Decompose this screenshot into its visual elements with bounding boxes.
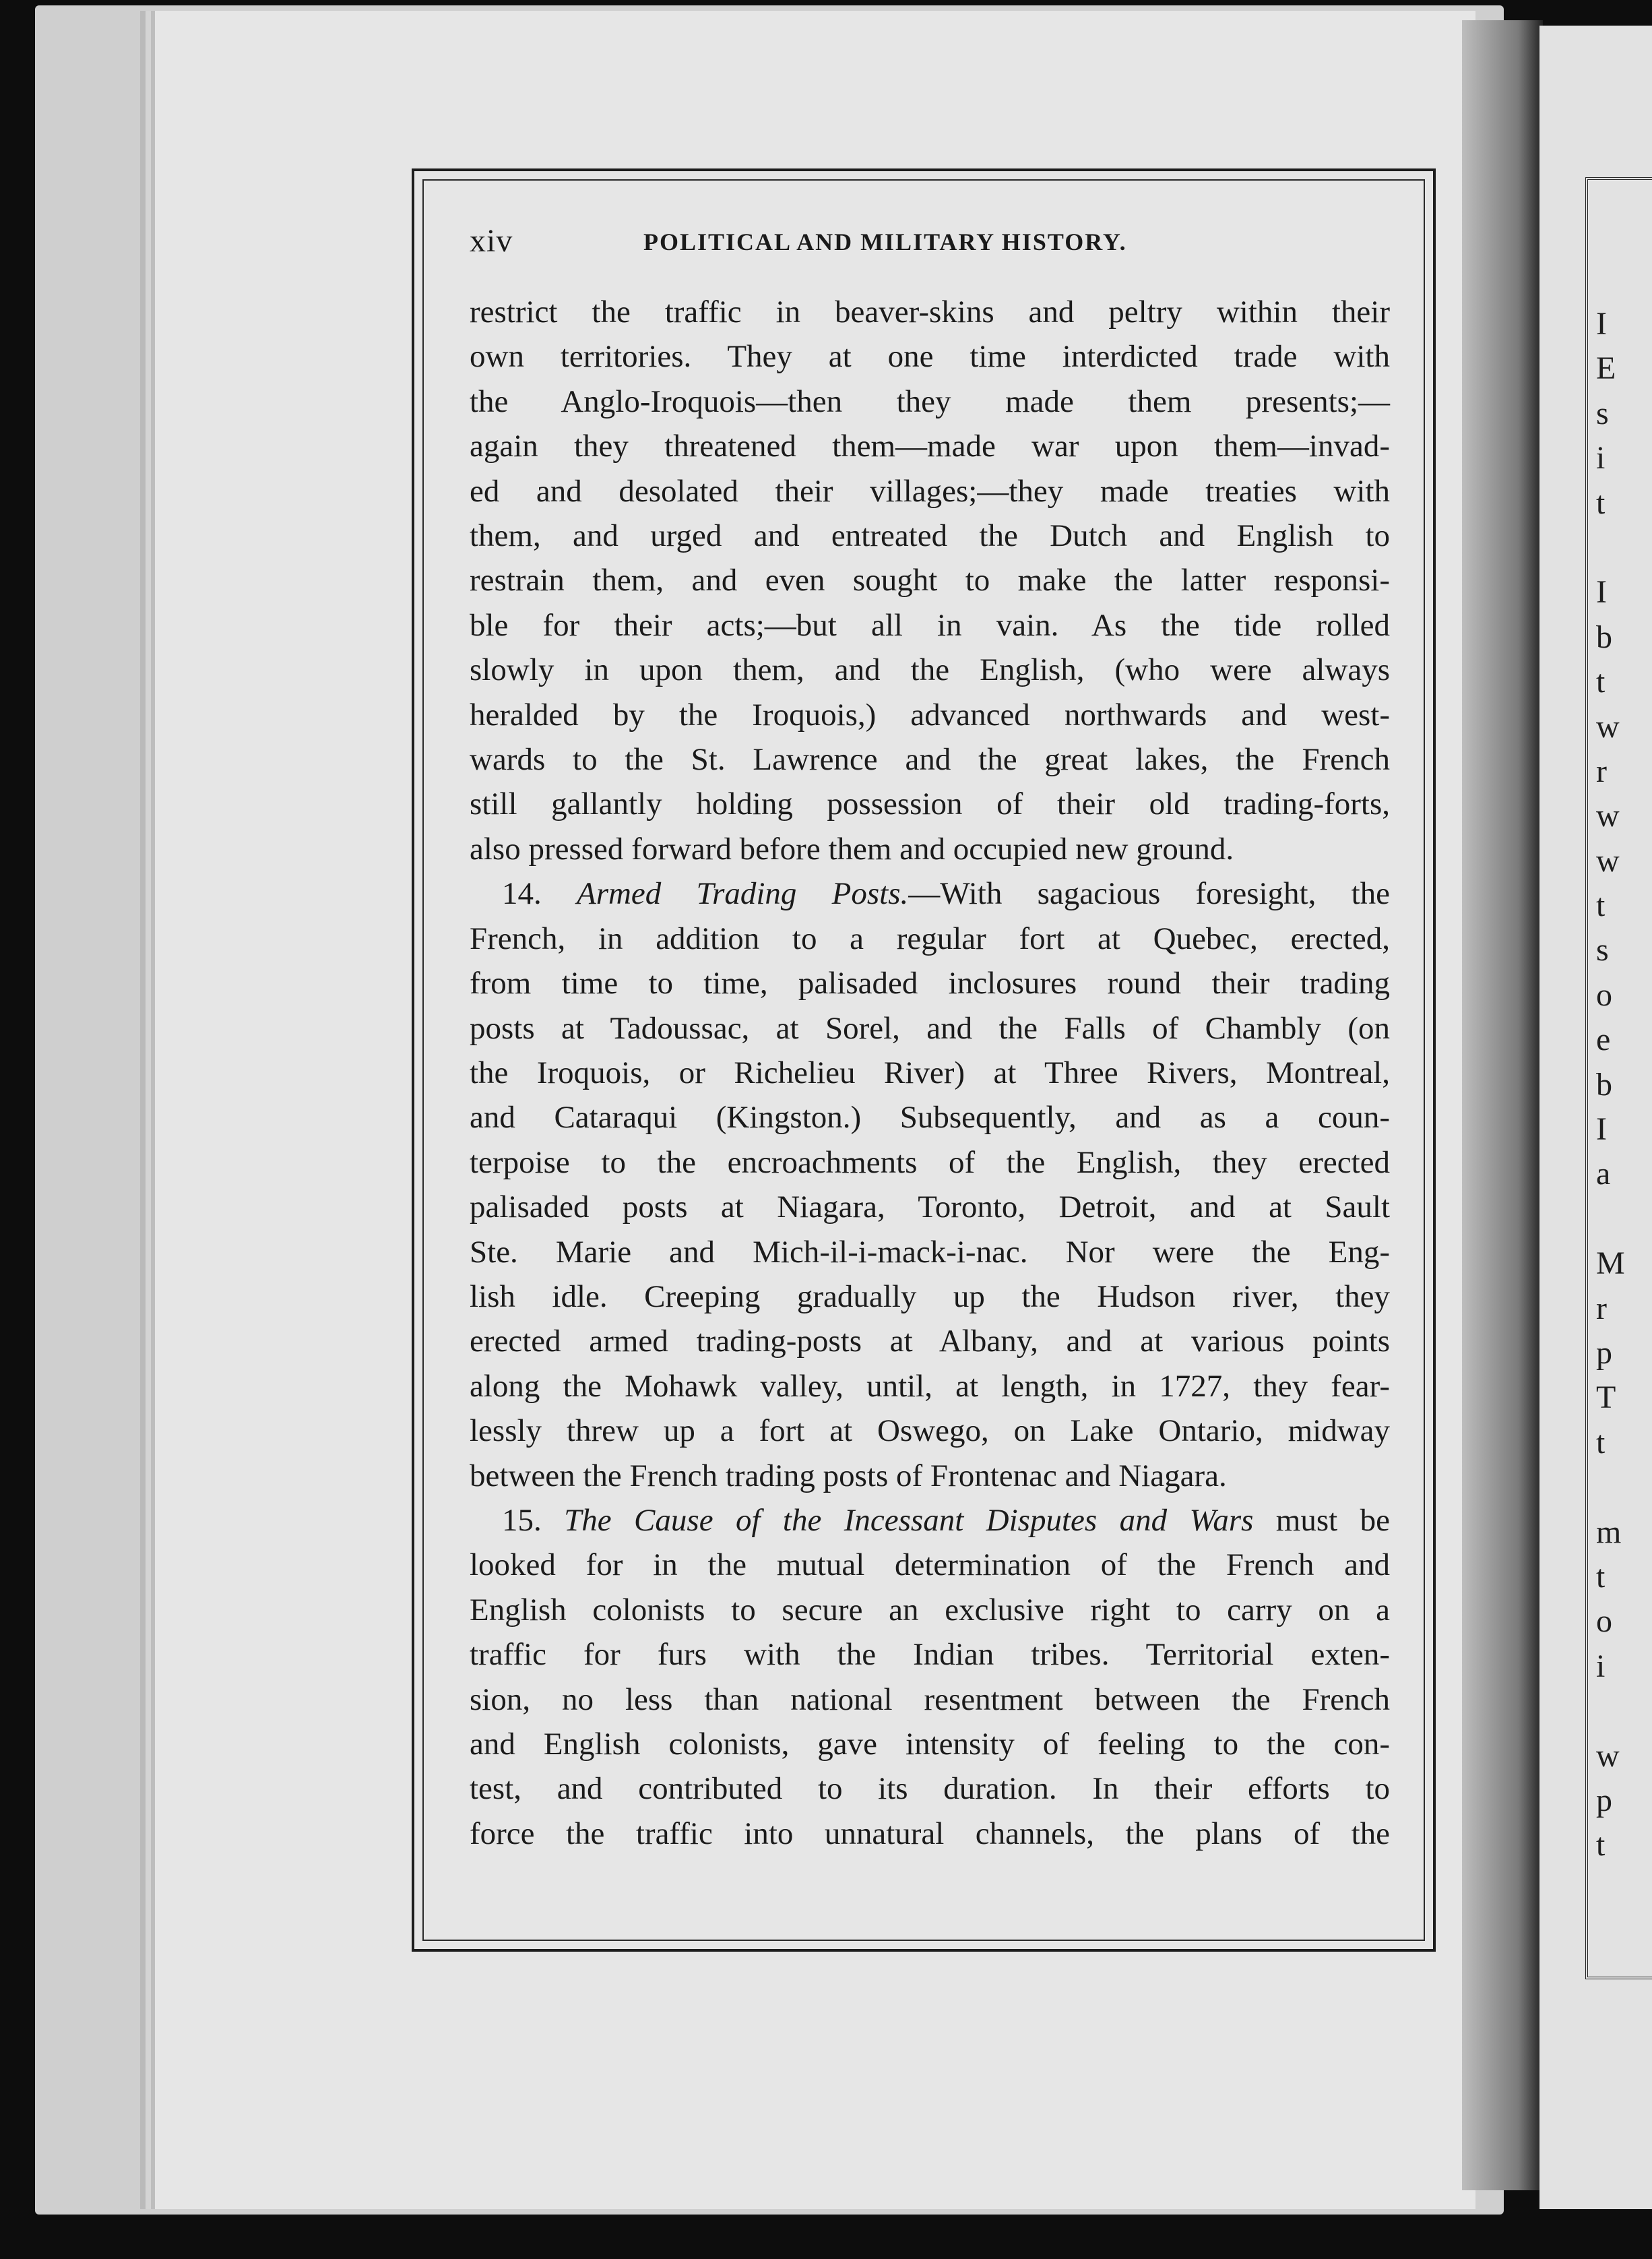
paragraph-heading: The Cause of the Incessant Disputes and Wars [564, 1502, 1254, 1538]
facing-page-fragment: b [1596, 1066, 1612, 1103]
facing-page-fragment: t [1596, 888, 1606, 924]
page-header [470, 222, 1390, 263]
facing-page-fragment: p [1596, 1782, 1612, 1818]
text-line: between the French trading posts of Frontenac and Niagara. [470, 1458, 1227, 1493]
page-number: xiv [470, 223, 513, 259]
text-line: posts at Tadoussac, at Sorel, and the Falls of Chambly (on [470, 1010, 1390, 1046]
facing-page-fragment: a [1596, 1156, 1611, 1192]
facing-page-edge [1539, 26, 1652, 2209]
facing-page-fragment [1596, 1465, 1625, 1510]
text-line: slowly in upon them, and the English, (who were always [470, 652, 1390, 688]
text-line: ble for their acts;—but all in vain. As the tide rolled [470, 607, 1390, 643]
facing-page-fragment: w [1596, 798, 1620, 834]
text-line: again they threatened them—made war upon them—invad- [470, 429, 1390, 464]
facing-page-fragment: t [1596, 664, 1606, 700]
text-fragment: —With sagacious foresight, the [908, 876, 1391, 912]
text-line: them, and urged and entreated the Dutch and English to [470, 518, 1390, 554]
facing-page-fragment [1596, 1689, 1625, 1733]
facing-page-fragment: I [1596, 1111, 1607, 1148]
facing-page-fragment: I [1596, 574, 1607, 611]
text-line: and English colonists, gave intensity of feeling to the con- [470, 1727, 1390, 1762]
text-line: ed and desolated their villages;—they made treaties with [470, 473, 1390, 509]
text-line: palisaded posts at Niagara, Toronto, Detroit, and at Sault [470, 1189, 1390, 1225]
facing-page-fragment: b [1596, 619, 1612, 655]
book-gutter [1462, 20, 1543, 2190]
facing-page-fragment: e [1596, 1022, 1611, 1058]
text-line: own territories. They at one time interdicted trade with [470, 339, 1390, 375]
text-fragment: must be [1253, 1502, 1390, 1538]
body-text [470, 290, 1390, 1856]
text-line: the Iroquois, or Richelieu River) at Three Rivers, Montreal, [470, 1055, 1390, 1090]
facing-page-fragment: w [1596, 1737, 1620, 1774]
facing-page-fragment: I [1596, 306, 1607, 342]
text-line: along the Mohawk valley, until, at length, in 1727, they fear- [470, 1368, 1390, 1404]
facing-page-fragment: w [1596, 708, 1620, 745]
facing-page-fragment: r [1596, 753, 1607, 789]
text-line: terpoise to the encroachments of the English, they erected [470, 1144, 1390, 1180]
paragraph-14 [470, 871, 1390, 1498]
facing-page-fragment [1596, 526, 1625, 570]
facing-page-fragment: T [1596, 1380, 1616, 1416]
facing-page-fragment: w [1596, 842, 1620, 879]
facing-page-fragment [1596, 1197, 1625, 1241]
facing-page-fragment: o [1596, 977, 1612, 1013]
text-line: looked for in the mutual determination of the French and [470, 1547, 1390, 1583]
text-line: French, in addition to a regular fort at Quebec, erected, [470, 921, 1390, 956]
paragraph-15 [470, 1498, 1390, 1856]
paragraph-heading: Armed Trading Posts. [576, 876, 909, 912]
text-line: still gallantly holding possession of their old trading-forts, [470, 786, 1390, 822]
text-line: sion, no less than national resentment between the French [470, 1681, 1390, 1717]
text-line: restrict the traffic in beaver-skins and peltry within their [470, 295, 1390, 330]
facing-page-fragment: t [1596, 485, 1606, 521]
text-line: test, and contributed to its duration. In their efforts to [470, 1771, 1390, 1807]
text-line: from time to time, palisaded inclosures round their trading [470, 966, 1390, 1001]
text-line [470, 1498, 1390, 1543]
text-line: lish idle. Creeping gradually up the Hudson river, they [470, 1278, 1390, 1314]
facing-page-fragment: t [1596, 1424, 1606, 1460]
paragraph-number: 15. [502, 1502, 542, 1538]
running-title: POLITICAL AND MILITARY HISTORY. [643, 228, 1127, 255]
facing-page-fragment: s [1596, 932, 1609, 968]
facing-page-fragment: o [1596, 1603, 1612, 1640]
facing-page-text-fragments [1596, 302, 1625, 1868]
paragraph-number: 14. [502, 876, 542, 912]
text-line: erected armed trading-posts at Albany, and at various points [470, 1324, 1390, 1359]
text-line: Ste. Marie and Mich-il-i-mack-i-nac. Nor were the Eng- [470, 1234, 1390, 1270]
text-line: English colonists to secure an exclusive right to carry on a [470, 1592, 1390, 1628]
text-line: and Cataraqui (Kingston.) Subsequently, and as a coun- [470, 1100, 1390, 1136]
text-line [470, 871, 1390, 916]
text-line: force the traffic into unnatural channels, the plans of the [470, 1816, 1390, 1851]
facing-page-fragment: i [1596, 440, 1606, 476]
facing-page-fragment: s [1596, 395, 1609, 431]
paragraph-continued [470, 290, 1390, 871]
facing-page-fragment: m [1596, 1514, 1622, 1550]
text-line: wards to the St. Lawrence and the great lakes, the French [470, 742, 1390, 778]
text-line: heralded by the Iroquois,) advanced northwards and west- [470, 697, 1390, 733]
text-line: the Anglo-Iroquois—then they made them presents;— [470, 383, 1390, 419]
facing-page-fragment: i [1596, 1648, 1606, 1684]
facing-page-fragment: M [1596, 1245, 1625, 1282]
text-line: also pressed forward before them and occupied new ground. [470, 831, 1234, 867]
facing-page-fragment: t [1596, 1558, 1606, 1595]
facing-page-fragment: p [1596, 1334, 1612, 1371]
facing-page-fragment: E [1596, 350, 1616, 387]
text-line: restrain them, and even sought to make the latter responsi- [470, 563, 1390, 598]
text-line: traffic for furs with the Indian tribes. Territorial exten- [470, 1637, 1390, 1673]
facing-page-fragment: r [1596, 1290, 1607, 1326]
text-line: lessly threw up a fort at Oswego, on Lake Ontario, midway [470, 1413, 1390, 1449]
facing-page-fragment: t [1596, 1827, 1606, 1863]
